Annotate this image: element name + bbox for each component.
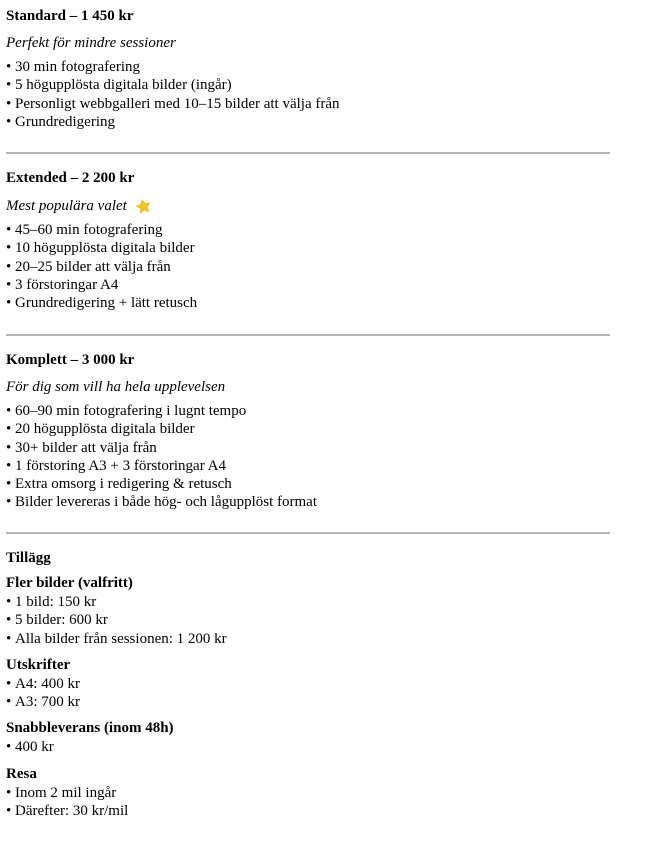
package-features [6,221,197,312]
package-subtitle [6,33,340,53]
divider [6,152,610,154]
addon-group-prints [6,656,227,712]
addon-items [6,593,227,648]
list-item: • 30+ bilder att välja från [6,439,317,457]
addon-title: Utskrifter [6,656,71,673]
list-item: • A4: 400 kr [6,675,227,693]
package-subtitle-text: Mest populära valet [6,198,127,214]
package-standard [6,6,340,131]
list-item: • 30 min fotografering [6,58,340,76]
package-subtitle [6,377,317,397]
addon-items [6,784,227,821]
list-item: • 5 bilder: 600 kr [6,611,227,629]
addon-items [6,675,227,712]
list-item: • 5 högupplösta digitala bilder (ingår) [6,76,340,94]
list-item: • Alla bilder från sessionen: 1 200 kr [6,630,227,648]
list-item: • Grundredigering + lätt retusch [6,294,197,312]
addon-group-express [6,719,227,756]
addon-title: Fler bilder (valfritt) [6,575,133,591]
list-item: • 45–60 min fotografering [6,221,197,239]
addon-group-extra-images [6,574,227,648]
list-item: • A3: 700 kr [6,693,227,711]
package-title: Komplett – 3 000 kr [6,352,135,368]
addon-items [6,738,227,756]
package-extended [6,168,197,312]
list-item: • 20 högupplösta digitala bilder [6,420,317,438]
package-subtitle-text: Perfekt för mindre sessioner [6,35,176,51]
list-item: • Personligt webbgalleri med 10–15 bilder att välja från [6,95,340,113]
addon-group-travel [6,765,227,821]
list-item: • 3 förstoringar A4 [6,276,197,294]
package-title: Standard – 1 450 kr [6,8,134,24]
list-item: • 20–25 bilder att välja från [6,258,197,276]
addons-section [6,548,227,820]
divider [6,334,610,336]
list-item: • 1 bild: 150 kr [6,593,227,611]
list-item: • 400 kr [6,738,227,756]
divider [6,532,610,534]
addons-title: Tillägg [6,550,51,566]
package-subtitle-text: För dig som vill ha hela upplevelsen [6,379,226,395]
list-item: • 10 högupplösta digitala bilder [6,239,197,257]
list-item: • 60–90 min fotografering i lugnt tempo [6,402,317,420]
package-subtitle [6,196,197,216]
package-features [6,58,340,131]
list-item: • Bilder levereras i både hög- och lågupplöst format [6,493,317,511]
list-item: • 1 förstoring A3 + 3 förstoringar A4 [6,457,317,475]
package-features [6,402,317,512]
addon-title: Snabbleverans (inom 48h) [6,720,174,737]
package-title: Extended – 2 200 kr [6,170,135,186]
list-item: • Inom 2 mil ingår [6,784,227,802]
list-item: • Grundredigering [6,113,340,131]
addon-title: Resa [6,765,37,782]
list-item: • Därefter: 30 kr/mil [6,802,227,820]
star-icon [135,198,152,215]
list-item: • Extra omsorg i redigering & retusch [6,475,317,493]
package-komplett [6,350,317,512]
